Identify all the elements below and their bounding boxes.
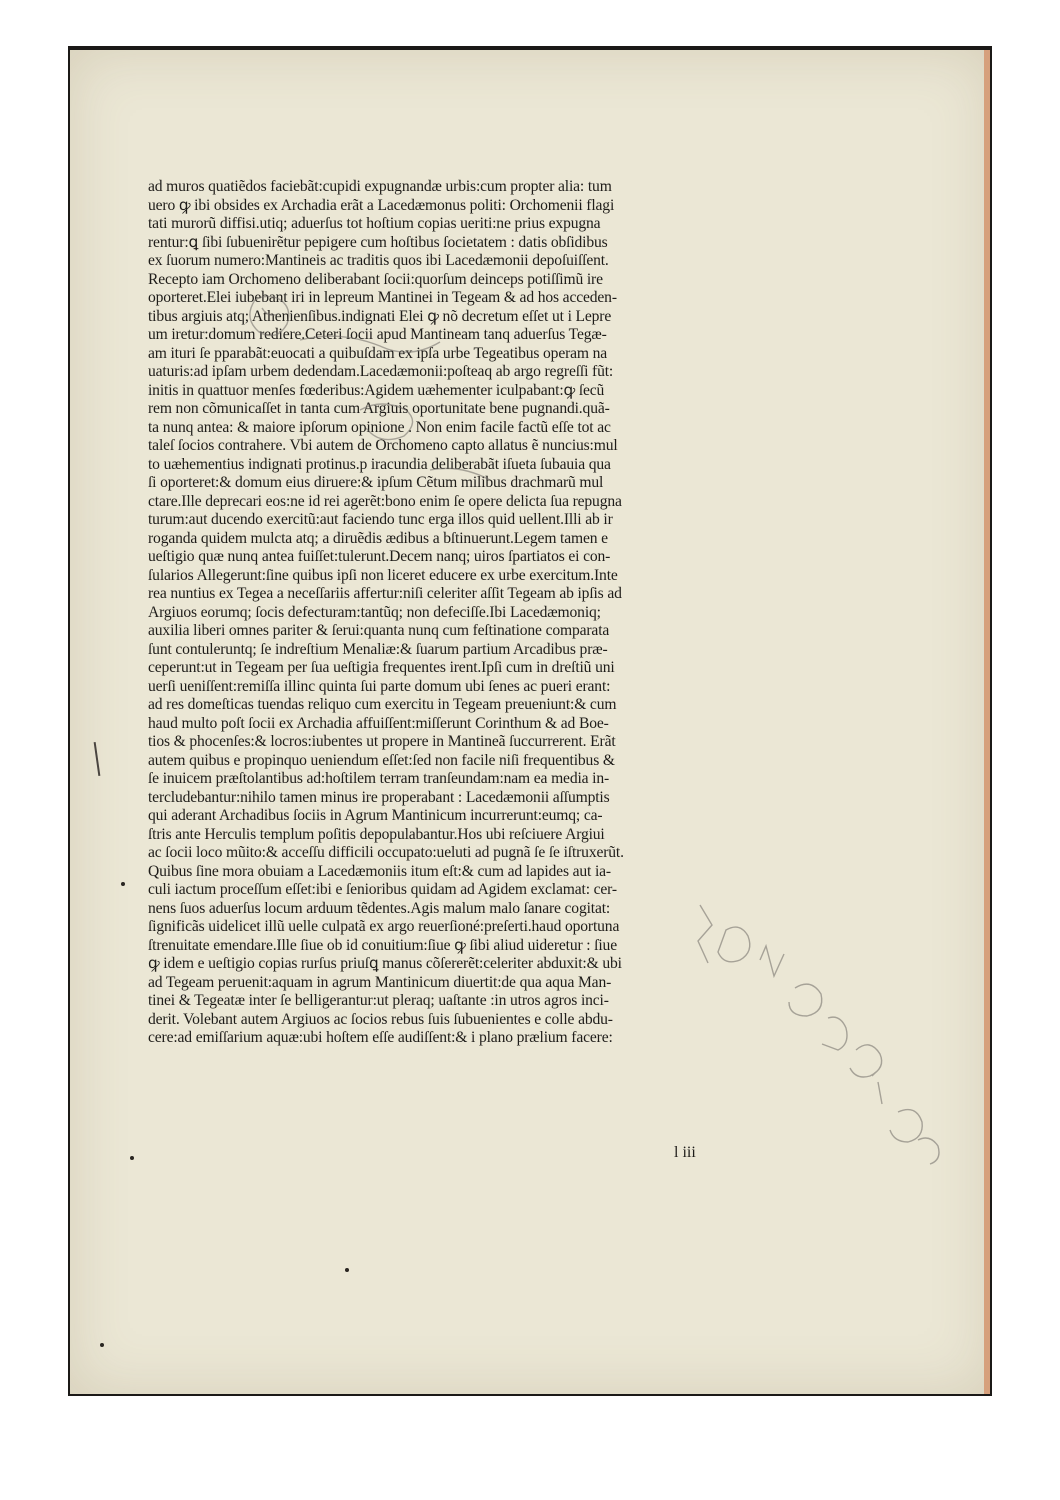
text-line: ex ſuorum numero:Mantineis ac traditis quos ibi Lacedæmonii depoſuiſſent.: [148, 252, 609, 269]
text-line: ſe inuicem præſtolantibus ad:hoſtilem terram tranſeundam:nam ea media in-: [148, 770, 610, 787]
text-line: qui aderant Archadibus ſociis in Agrum Mantinicum incurrerunt:eumq; ca-: [148, 807, 603, 824]
text-line: haud multo poſt ſocii ex Archadia affuiſſent:miſſerunt Corinthum & ad Boe-: [148, 714, 609, 732]
ink-dot: [345, 1268, 349, 1272]
text-line: ſtris ante Herculis templum poſitis depopulabantur.Hos ubi reſciuere Argiui: [148, 825, 605, 843]
text-line: tios & phocenſes:& locros:iubentes ut propere in Mantineã ſuccurrerent. Erãt: [148, 733, 616, 750]
ink-dot: [100, 1343, 104, 1347]
text-line: to uæhementius indignati protinus.p iracundia deliberabãt iſueta ſubauia qua: [148, 455, 611, 473]
text-line: ad muros quatiẽdos faciebãt:cupidi expugnandæ urbis:cum propter alia: tum: [148, 178, 612, 195]
text-line: tinei & Tegeatæ inter ſe belligerantur:ut pleraq; uaſtante :in utros agros inci-: [148, 992, 609, 1009]
text-line: tercludebantur:nihilo tamen minus ire properabant : Lacedæmonii aſſumptis: [148, 788, 610, 806]
text-line: ad Tegeam peruenit:aquam in agrum Mantinicum diuertit:de qua aqua Man-: [148, 973, 612, 991]
text-line: uero ꝙ ibi obsides ex Archadia erãt a Lacedæmonus politi: Orchomenii flagi: [148, 196, 615, 214]
ink-dot: [121, 882, 125, 886]
signature-mark: l iii: [674, 1144, 696, 1161]
text-line: ſunt contuleruntq; ſe indreſtium Menaliæ:& ſuarum partium Arcadibus præ-: [148, 640, 608, 658]
text-line: oporteret.Elei iubebant iri in lepreum Mantinei in Tegeam & ad hos acceden-: [148, 289, 617, 306]
text-line: roganda quidem mulcta atq; a diruẽdis ædibus a bſtinuerunt.Legem tamen e: [148, 529, 608, 547]
text-line: ſtrenuitate emendare.Ille ſiue ob id conuitium:ſiue ꝙ ſibi aliud uideretur : ſiue: [148, 936, 617, 954]
text-line: ad res domeſticas tuendas reliquo cum exercitu in Tegeam preueniunt:& cum: [148, 696, 617, 713]
leaf-edge: [984, 50, 990, 1394]
text-line: ſularios Allegerunt:ſine quibus ipſi non liceret educere ex urbe exercitum.Inte: [148, 566, 618, 584]
text-line: ſignificãs uidelicet illũ uelle culpatã ex argo reuerſioné:preſerti.haud oportuna: [148, 918, 620, 935]
text-line: derit. Volebant autem Argiuos ac ſocios rebus ſuis ſubuenientes e colle abdu-: [148, 1010, 613, 1028]
text-line: culi iactum proceſſum eſſet:ibi e ſenioribus quidam ad Agidem exclamat: cer-: [148, 881, 617, 898]
text-line: tati murorũ diffisi.utiq; aduerſus tot hoſtium copias ueriti:ne prius expugna: [148, 215, 601, 232]
text-line: Recepto iam Orchomeno deliberabant ſocii:quorſum deinceps potiſſimũ ire: [148, 270, 603, 288]
text-line: tibus argiuis atq; Athenienſibus.indignati Elei ꝙ nõ decretum eſſet ut i Lepre: [148, 307, 612, 325]
text-line: ctare.Ille deprecari eos:ne id rei agerẽt:bono enim ſe opere delicta ſua repugna: [148, 492, 622, 510]
text-line: cere:ad emiſſarium aquæ:ubi hoſtem eſſe audiſſent:& i plano prælium facere:: [148, 1029, 613, 1046]
text-line: ceperunt:ut in Tegeam per ſua ueſtigia frequentes irent.Ipſi cum in dreſtiũ uni: [148, 659, 615, 676]
text-line: ac ſocii loco mũito:& acceſſu difficili occupato:ueluti ad pugnã ſe ſe iſtruxerũt.: [148, 844, 624, 861]
text-line: initis in quattuor menſes fœderibus:Agidem uæhementer iculpabant:ꝙ ſecũ: [148, 381, 605, 399]
text-line: taleſ ſocios contrahere. Vbi autem de Orchomeno capto allatus ẽ nuncius:mul: [148, 437, 618, 454]
text-line: rea nuntius ex Tegea a neceſſariis affertur:niſi celeriter aſſit Tegeam ab ipſis ad: [148, 585, 622, 602]
text-line: nens ſuos aduerſus locum arduum tẽdentes.Agis malum malo ſanare cogitat:: [148, 899, 611, 917]
text-line: autem quibus e propinquo ueniendum eſſet:ſed non facile niſi frequentibus &: [148, 751, 615, 769]
text-line: turum:aut ducendo exercitũ:aut faciendo tunc erga illos quid uellent.Illi ab ir: [148, 511, 613, 528]
text-line: rem non cõmunicaſſet in tanta cum Argiuis oportunitate bene pugnandi.quã-: [148, 400, 610, 417]
text-line: ſi oporteret:& domum eius diruere:& ipſum Cẽtum milibus drachmarũ mul: [148, 474, 604, 491]
text-line: Quibus ſine mora obuiam a Lacedæmoniis itum eſt:& cum ad lapides aut ia-: [148, 862, 611, 880]
text-line: uerſi ueniſſent:remiſſa illinc quinta ſui parte domum ubi ſenes ac pueri erant:: [148, 677, 611, 695]
text-line: ueſtigio quæ nunq antea fuiſſet:tulerunt.Decem nanq; uiros ſpartiatos ei con-: [148, 548, 611, 565]
text-line: rentur:ꝗ ſibi ſubuenirẽtur pepigere cum hoſtibus ſocietatem : datis obſidibus: [148, 233, 608, 251]
text-line: ta nunq antea: & maiore ipſorum opinione . Non enim facile factũ eſſe tot ac: [148, 418, 611, 436]
text-line: uaturis:ad ipſam urbem dedendam.Lacedæmonii:poſteaq ab argo regreſſi fũt:: [148, 363, 614, 380]
text-line: ꝙ idem e ueſtigio copias rurſus priuſꝗ manus cõſererẽt:celeriter abduxit:& ubi: [148, 955, 622, 972]
body-text: [148, 178, 768, 1048]
text-line: auxilia liberi omnes pariter & ſerui:quanta nunq cum feſtinatione comparata: [148, 622, 610, 639]
ink-dot: [130, 1156, 134, 1160]
text-line: um iretur:domum rediere.Ceteri ſocii apud Mantineam tanq aduerſus Tegæ-: [148, 326, 607, 343]
text-line: am ituri ſe pparabãt:euocati a quibuſdam ex ipſa urbe Tegeatibus operam na: [148, 344, 608, 362]
text-line: Argiuos eorumq; ſocis defecturam:tantũq; non defeciſſe.Ibi Lacedæmoniq;: [148, 603, 601, 621]
